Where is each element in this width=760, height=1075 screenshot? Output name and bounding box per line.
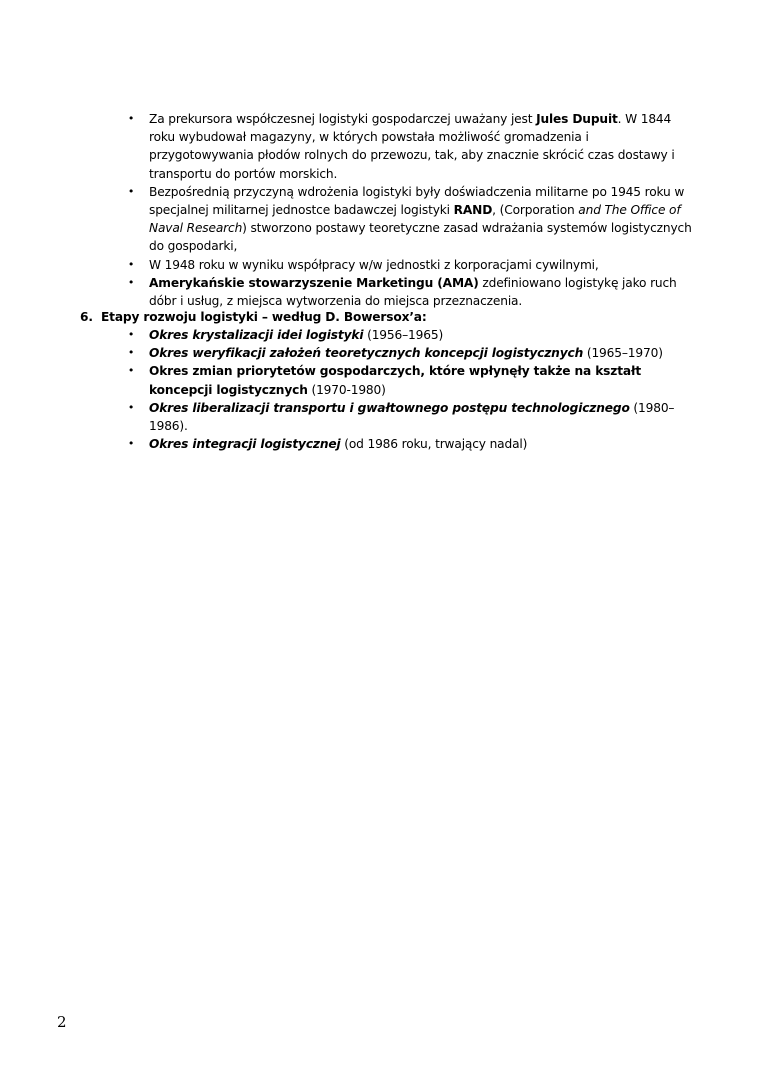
body-text: (od 1986 roku, trwający nadal) bbox=[340, 437, 528, 452]
bullet-icon: • bbox=[127, 328, 135, 341]
bullet-icon: • bbox=[127, 400, 135, 414]
body-text: (1956–1965) bbox=[363, 328, 444, 342]
intro-list-item bbox=[0, 274, 697, 310]
stage-list-item bbox=[0, 326, 697, 344]
body-text: , (Corporation bbox=[492, 203, 579, 218]
body-text: (1970-1980) bbox=[307, 382, 386, 397]
bold-text: Okres krystalizacji idei logistyki bbox=[149, 328, 364, 342]
body-text: (1980–1986). bbox=[149, 400, 675, 434]
body-text: (1965–1970) bbox=[583, 346, 663, 361]
bullet-icon: • bbox=[127, 364, 135, 378]
bullet-icon: • bbox=[127, 184, 135, 198]
section-title: Etapy rozwoju logistyki – według D. Bowersox’a: bbox=[101, 310, 427, 324]
bold-text: Okres integracji logistycznej bbox=[149, 437, 341, 452]
bold-text: Jules Dupuit bbox=[536, 112, 618, 126]
bullet-icon: • bbox=[127, 275, 135, 289]
body-text: ) stworzono postawy teoretyczne zasad wdrażania systemów logistycznych do gospodarki, bbox=[149, 221, 692, 254]
intro-list-item bbox=[0, 110, 697, 183]
bold-text: Okres weryfikacji założeń teoretycznych koncepcji logistycznych bbox=[149, 346, 584, 361]
intro-list-item bbox=[0, 256, 697, 274]
stages-bullet-list bbox=[0, 326, 760, 453]
bullet-icon: • bbox=[127, 257, 135, 271]
stage-list-item bbox=[0, 362, 697, 398]
page-number: 2 bbox=[57, 1013, 67, 1031]
italic-text: and The Office of Naval Research bbox=[149, 203, 681, 236]
bullet-icon: • bbox=[127, 112, 135, 125]
bold-text: Amerykańskie stowarzyszenie Marketingu (AMA) bbox=[149, 275, 479, 290]
body-text: zdefiniowano logistykę jako ruch dóbr i usług, z miejsca wytworzenia do miejsca przeznaczenia. bbox=[149, 275, 677, 309]
body-text: W 1948 roku w wyniku współpracy w/w jednostki z korporacjami cywilnymi, bbox=[149, 257, 599, 272]
stage-list-item bbox=[0, 435, 697, 453]
bullet-icon: • bbox=[127, 437, 135, 451]
intro-bullet-list bbox=[0, 110, 760, 310]
bullet-icon: • bbox=[127, 346, 135, 360]
bold-text: RAND bbox=[453, 203, 493, 218]
bold-text: Okres liberalizacji transportu i gwałtownego postępu technologicznego bbox=[149, 400, 630, 415]
intro-list-item bbox=[0, 183, 697, 256]
body-text: Bezpośrednią przyczyną wdrożenia logistyki były doświadczenia militarne po 1945 roku w specjalnej militarnej jednostce badawczej logistyki bbox=[149, 184, 685, 218]
stage-list-item bbox=[0, 399, 697, 435]
section-heading bbox=[80, 308, 427, 326]
bold-text: Okres zmian priorytetów gospodarczych, które wpłynęły także na kształt koncepcji logistycznych bbox=[149, 364, 642, 397]
body-text: . W 1844 roku wybudował magazyny, w których powstała możliwość gromadzenia i przygotowywania płodów rolnych do przewozu, tak, aby znacznie skrócić czas dostawy i transportu do portów morskich. bbox=[149, 112, 675, 181]
stage-list-item bbox=[0, 344, 697, 362]
section-number: 6. bbox=[80, 310, 93, 324]
body-text: Za prekursora współczesnej logistyki gospodarczej uważany jest bbox=[149, 112, 537, 126]
